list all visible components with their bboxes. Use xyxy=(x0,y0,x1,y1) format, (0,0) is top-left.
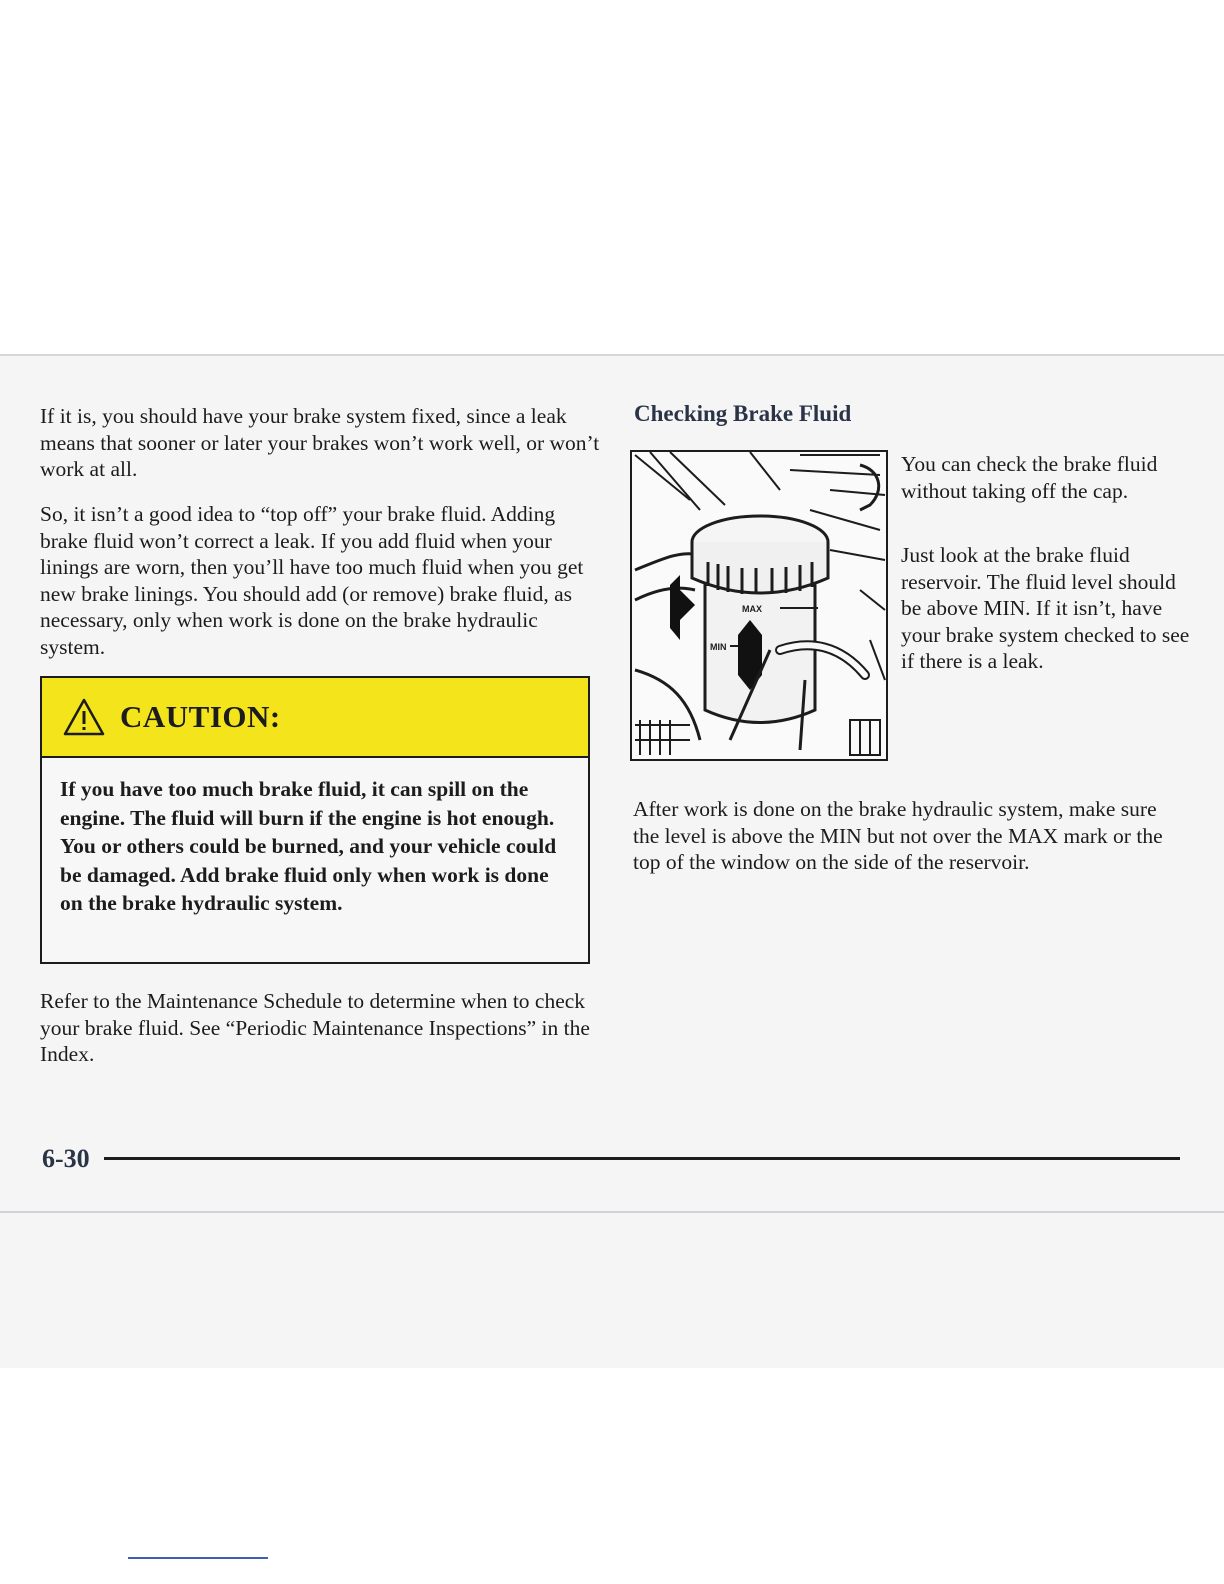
paragraph-top-off: So, it isn’t a good idea to “top off” your brake fluid. Adding brake fluid won’t correct a leak. If you add fluid when your linings are worn, then you’ll have too much fluid when you get new brake linings. You should add (or remove) brake fluid, as necessary, only when work is done on the brake hydraulic system. xyxy=(40,502,584,659)
side-paragraph-reservoir: Just look at the brake fluid reservoir. The fluid level should be above MIN. If it isn’t, have your brake system checked to see if there is a leak. xyxy=(901,543,1190,673)
warning-triangle-icon xyxy=(62,697,106,737)
caution-title: CAUTION: xyxy=(120,699,281,734)
side-paragraph-check: You can check the brake fluid without taking off the cap. xyxy=(901,452,1158,503)
footer-rule xyxy=(104,1157,1180,1160)
paragraph-leak-fix: If it is, you should have your brake system fixed, since a leak means that sooner or later your brakes won’t work well, or won’t work at all. xyxy=(40,404,600,481)
caution-text: If you have too much brake fluid, it can spill on the engine. The fluid will burn if the engine is hot enough. You or others could be burned, and your vehicle could be damaged. Add brake fluid only when work is done on the brake hydraulic system. xyxy=(60,777,557,915)
min-label: MIN xyxy=(710,642,727,652)
link-underline xyxy=(128,1557,268,1559)
page-number: 6-30 xyxy=(42,1144,90,1173)
max-label: MAX xyxy=(742,604,762,614)
paragraph-after-work: After work is done on the brake hydraulic system, make sure the level is above the MIN but not over the MAX mark or the top of the window on the side of the reservoir. xyxy=(633,797,1163,874)
brake-reservoir-illustration xyxy=(630,450,888,761)
paragraph-maintenance-schedule: Refer to the Maintenance Schedule to determine when to check your brake fluid. See “Periodic Maintenance Inspections” in the Index. xyxy=(40,989,590,1066)
caution-header xyxy=(42,678,588,758)
section-heading: Checking Brake Fluid xyxy=(634,401,852,426)
bottom-edge-rule xyxy=(0,1211,1224,1213)
caution-box xyxy=(40,676,590,964)
